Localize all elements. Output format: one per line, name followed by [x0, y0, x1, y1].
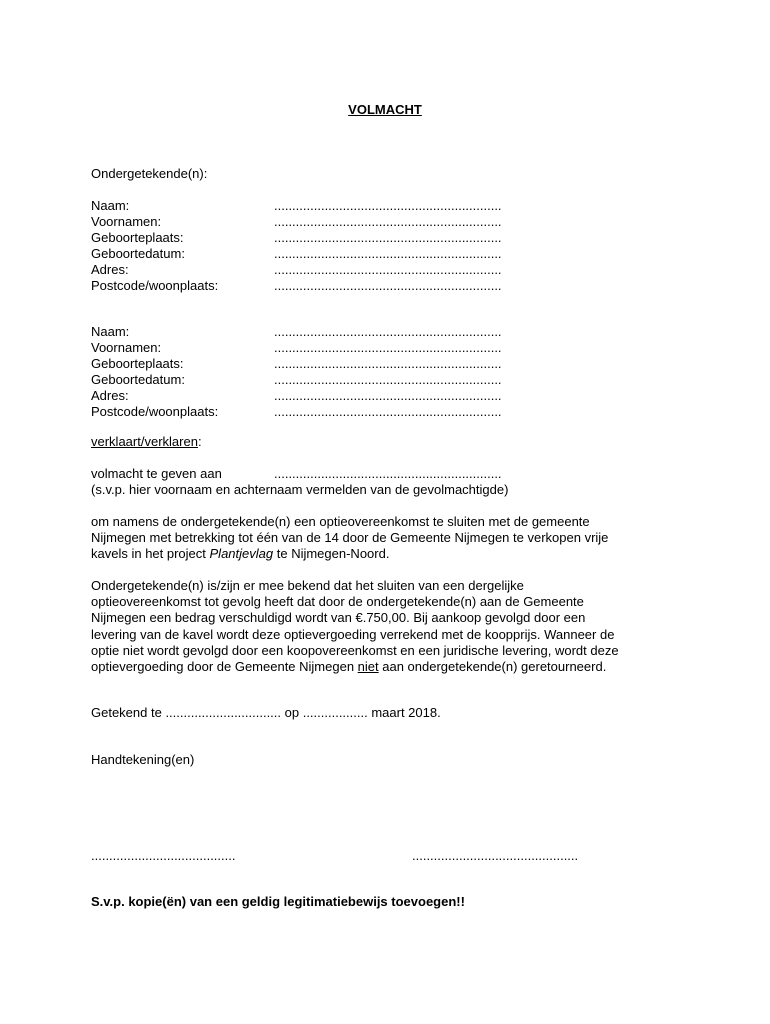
field-blank: ............................................................... [274, 230, 502, 245]
field-blank: ............................................................... [274, 278, 502, 293]
field-label: Postcode/woonplaats: [91, 278, 219, 293]
paragraph-line: Nijmegen met betrekking tot één van de 14 door de Gemeente Nijmegen te verkopen vrije [91, 530, 609, 546]
paragraph-conditions [91, 578, 671, 675]
field-blank: ............................................................... [274, 388, 502, 403]
signatures-label: Handtekening(en) [91, 752, 195, 767]
proxy-note: (s.v.p. hier voornaam en achternaam vermelden van de gevolmachtigde) [91, 482, 509, 497]
field-blank: ............................................................... [274, 246, 502, 261]
emphasis-niet: niet [357, 659, 379, 675]
declares-colon: : [197, 434, 202, 449]
field-label: Geboortedatum: [91, 246, 185, 261]
paragraph-line [91, 659, 671, 675]
field-blank: ............................................................... [274, 356, 502, 371]
field-label: Adres: [91, 262, 129, 277]
paragraph-line: om namens de ondergetekende(n) een optieovereenkomst te sluiten met de gemeente [91, 514, 590, 529]
paragraph-line [91, 546, 671, 562]
field-label: Postcode/woonplaats: [91, 404, 219, 419]
field-blank: ............................................................... [274, 214, 502, 229]
field-label: Naam: [91, 198, 130, 213]
field-label: Geboortedatum: [91, 372, 185, 387]
paragraph-line: Ondergetekende(n) is/zijn er mee bekend dat het sluiten van een dergelijke [91, 578, 524, 593]
declares-label: verklaart/verklaren [91, 434, 198, 449]
signature-line-1: ........................................ [91, 848, 236, 863]
text-segment: optievergoeding door de Gemeente Nijmegen [91, 659, 358, 675]
footer-note: S.v.p. kopie(ën) van een geldig legitimatiebewijs toevoegen!! [91, 894, 465, 909]
field-label: Adres: [91, 388, 129, 403]
project-name: Plantjevlag [209, 546, 274, 562]
paragraph-line: Nijmegen een bedrag verschuldigd wordt van €.750,00. Bij aankoop gevolgd door een [91, 610, 586, 626]
signatory-heading: Ondergetekende(n): [91, 166, 208, 181]
field-label: Geboorteplaats: [91, 230, 184, 245]
paragraph-line: optieovereenkomst tot gevolg heeft dat door de ondergetekende(n) aan de Gemeente [91, 594, 584, 610]
declares-line [91, 434, 202, 450]
field-blank: ............................................................... [274, 262, 502, 277]
signed-place-date: Getekend te ................................ op .................. maart 2018. [91, 705, 441, 720]
text-segment: kavels in het project [91, 546, 210, 562]
field-blank: ............................................................... [274, 198, 502, 213]
field-label: Naam: [91, 324, 130, 339]
field-blank: ............................................................... [274, 340, 502, 355]
field-blank: ............................................................... [274, 324, 502, 339]
paragraph-line: levering van de kavel wordt deze optievergoeding verrekend met de koopprijs. Wanneer de [91, 626, 615, 642]
document-title: VOLMACHT [348, 102, 422, 117]
proxy-label: volmacht te geven aan [91, 466, 222, 481]
field-label: Voornamen: [91, 214, 162, 229]
text-segment: te Nijmegen-Noord. [273, 546, 390, 562]
field-label: Geboorteplaats: [91, 356, 184, 371]
signature-line-2: .............................................. [412, 848, 579, 863]
field-label: Voornamen: [91, 340, 162, 355]
text-segment: aan ondergetekende(n) geretourneerd. [378, 659, 607, 675]
field-blank: ............................................................... [274, 372, 502, 387]
proxy-blank: ............................................................... [274, 466, 502, 481]
paragraph-purpose [91, 514, 671, 563]
paragraph-line: optie niet wordt gevolgd door een koopovereenkomst en een juridische levering, wordt deze [91, 642, 619, 658]
field-blank: ............................................................... [274, 404, 502, 419]
